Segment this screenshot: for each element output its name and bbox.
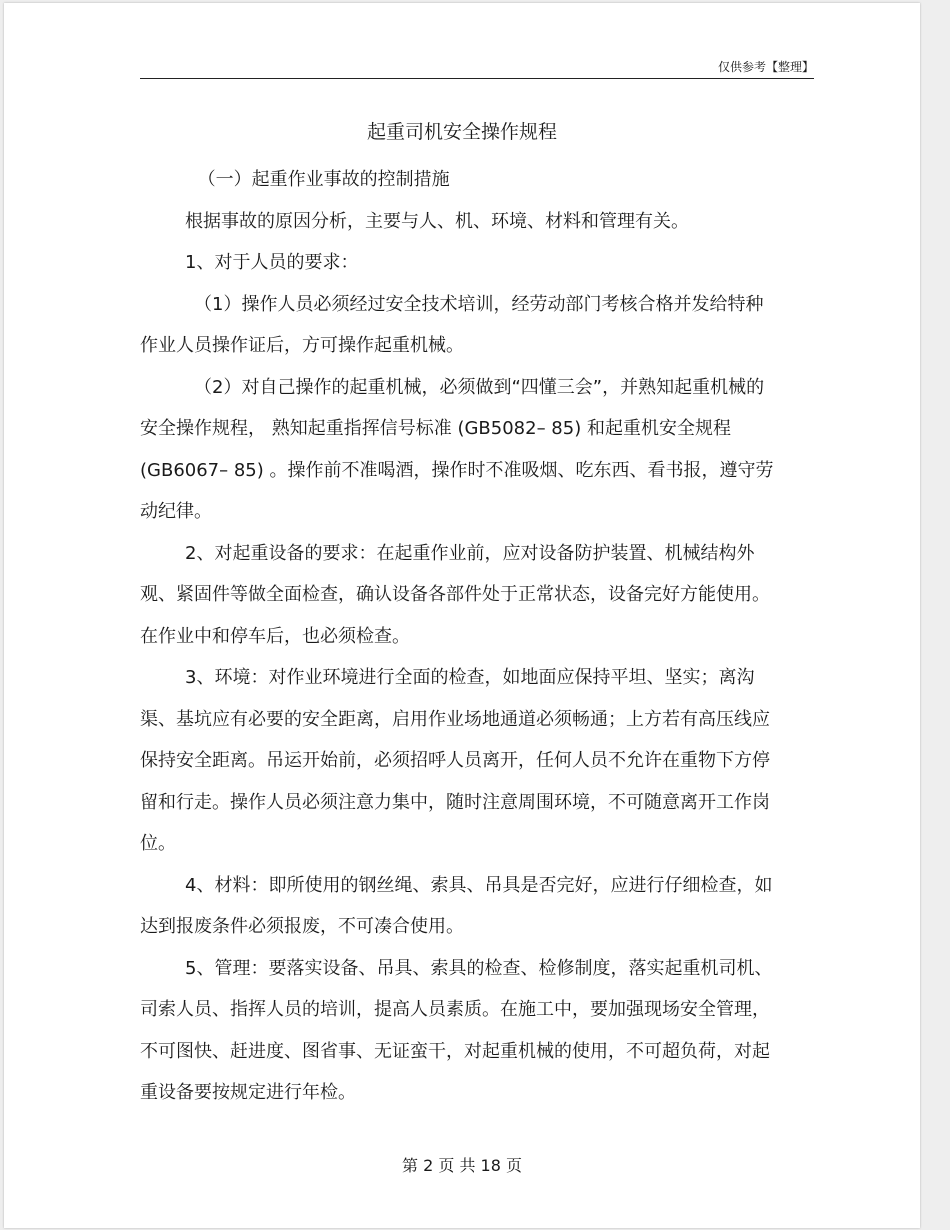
paragraph-materials: 4、材料：即所使用的钢丝绳、索具、吊具是否完好，应进行仔细检查，如达到报废条件必须报废，不可凑合使用。 bbox=[140, 874, 773, 937]
page-footer: 第 2 页 共 18 页 bbox=[402, 1156, 522, 1175]
document-page bbox=[4, 3, 920, 1228]
paragraph-personnel-2: （2）对自己操作的起重机械，必须做到“四懂三会”，并熟知起重机械的安全操作规程， 熟知起重指挥信号标准 (GB5082– 85) 和起重机安全规程 (GB6067– 85) 。操作前不准喝酒，操作时不准吸烟、吃东西、看书报，遵守劳动纪律。 bbox=[140, 376, 774, 522]
document-body bbox=[140, 159, 780, 1114]
paragraph-personnel-heading: 1、对于人员的要求： bbox=[185, 252, 359, 273]
paragraph-personnel-1: （1）操作人员必须经过安全技术培训，经劳动部门考核合格并发给特种作业人员操作证后，方可操作起重机械。 bbox=[140, 293, 764, 356]
paragraph-management: 5、管理：要落实设备、吊具、索具的检查、检修制度，落实起重机司机、司索人员、指挥人员的培训，提高人员素质。在施工中，要加强现场安全管理，不可图快、赶进度、图省事、无证蛮干，对起重机械的使用，不可超负荷，对起重设备要按规定进行年检。 bbox=[140, 957, 773, 1103]
paragraph-equipment: 2、对起重设备的要求：在起重作业前，应对设备防护装置、机械结构外观、紧固件等做全面检查，确认设备各部件处于正常状态，设备完好方能使用。在作业中和停车后，也必须检查。 bbox=[140, 542, 770, 647]
section-heading: （一）起重作业事故的控制措施 bbox=[197, 169, 450, 190]
paragraph-intro: 根据事故的原因分析，主要与人、机、环境、材料和管理有关。 bbox=[185, 210, 689, 232]
document-title: 起重司机安全操作规程 bbox=[366, 121, 557, 143]
header-divider bbox=[140, 78, 814, 79]
paragraph-environment: 3、环境：对作业环境进行全面的检查，如地面应保持平坦、坚实；离沟渠、基坑应有必要的安全距离，启用作业场地通道必须畅通；上方若有高压线应保持安全距离。吊运开始前，必须招呼人员离开，任何人员不允许在重物下方停留和行走。操作人员必须注意力集中，随时注意周围环境，不可随意离开工作岗位。 bbox=[140, 667, 770, 854]
page-header: 仅供参考【整理】 bbox=[717, 60, 814, 74]
